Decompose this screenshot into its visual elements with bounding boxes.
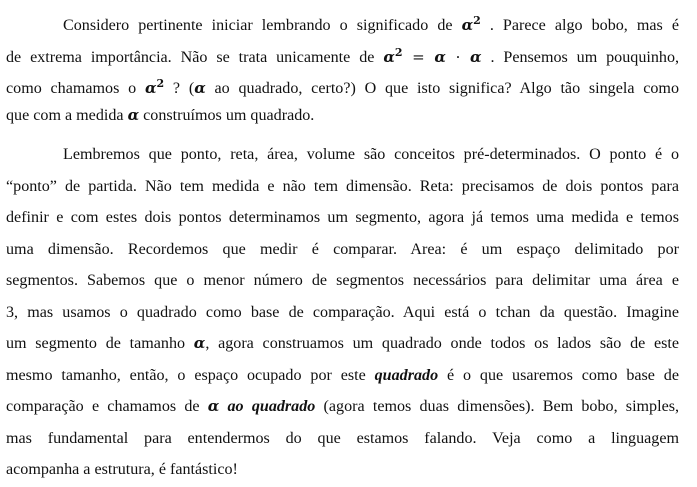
text-run: . Pensemos um pouquinho, xyxy=(481,48,680,66)
math-alpha: α xyxy=(194,79,206,97)
text-line xyxy=(6,391,679,423)
text-line: acompanha a estrutura, é fantástico! xyxy=(6,461,238,478)
math-alpha: α xyxy=(144,79,157,97)
math-alpha: α xyxy=(434,47,446,66)
text-line: segmentos. Sabemos que o menor número de segmentos necessários para delimitar uma área e xyxy=(6,272,679,289)
text-run: Considero pertinente iniciar lembrando o significado de xyxy=(63,17,462,34)
math-alpha: α xyxy=(207,397,220,415)
text-run: um segmento de tamanho xyxy=(6,335,194,352)
text-run: que com a medida xyxy=(6,106,128,124)
math-dot: · xyxy=(445,47,471,66)
text-run: ao quadrado, certo?) O que isto significa? Algo tão singela como xyxy=(205,80,679,97)
math-alpha: α xyxy=(127,105,140,124)
text-run: (agora temos duas dimensões). Bem bobo, simples, xyxy=(315,398,680,415)
text-run: mesmo tamanho, então, o espaço ocupado por este xyxy=(6,366,375,384)
text-run: é o que usaremos como base de xyxy=(438,366,679,384)
text-run: de extrema importância. Não se trata unicamente de xyxy=(6,48,384,66)
text-line xyxy=(6,5,679,37)
text-run: como chamamos o xyxy=(6,80,145,97)
paragraph-spacer xyxy=(6,131,679,139)
text-run: comparação e chamamos de xyxy=(6,398,208,415)
math-alpha: α xyxy=(461,16,474,34)
text-line: definir e com estes dois pontos determinamos um segmento, agora já temos uma medida e temos xyxy=(6,209,679,226)
math-exponent: 2 xyxy=(394,45,403,59)
emphasis-ao-quadrado: ao quadrado xyxy=(219,398,316,415)
text-line: Lembremos que ponto, reta, área, volume são conceitos pré-determinados. O ponto é o xyxy=(63,146,679,163)
paragraph-concepts xyxy=(6,139,679,486)
text-run: ? ( xyxy=(164,80,195,97)
text-line: uma dimensão. Recordemos que medir é comparar. Area: é um espaço delimitado por xyxy=(6,240,679,258)
math-alpha: α xyxy=(470,47,482,66)
text-run: construímos um quadrado. xyxy=(139,106,315,124)
document-body xyxy=(6,5,679,486)
text-line xyxy=(6,360,679,392)
text-line xyxy=(6,100,679,132)
text-line xyxy=(6,37,679,69)
text-run: . Parece algo bobo, mas é xyxy=(480,17,679,34)
math-alpha: α xyxy=(193,334,206,352)
math-equals: = xyxy=(402,47,435,66)
text-line xyxy=(6,68,679,100)
math-alpha: α xyxy=(383,47,395,66)
text-run: , agora construamos um quadrado onde todos os lados são de este xyxy=(205,335,680,352)
text-line: mas fundamental para entendermos do que estamos falando. Veja como a linguagem xyxy=(6,429,679,447)
math-exponent: 2 xyxy=(473,14,481,27)
text-line: 3, mas usamos o quadrado como base de comparação. Aqui está o tchan da questão. Imagine xyxy=(6,303,679,321)
emphasis-quadrado: quadrado xyxy=(374,366,439,384)
paragraph-alpha-squared xyxy=(6,5,679,131)
math-exponent: 2 xyxy=(156,77,165,90)
text-line xyxy=(6,328,679,360)
text-line: “ponto” de partida. Não tem medida e não tem dimensão. Reta: precisamos de dois pontos para xyxy=(6,177,679,195)
